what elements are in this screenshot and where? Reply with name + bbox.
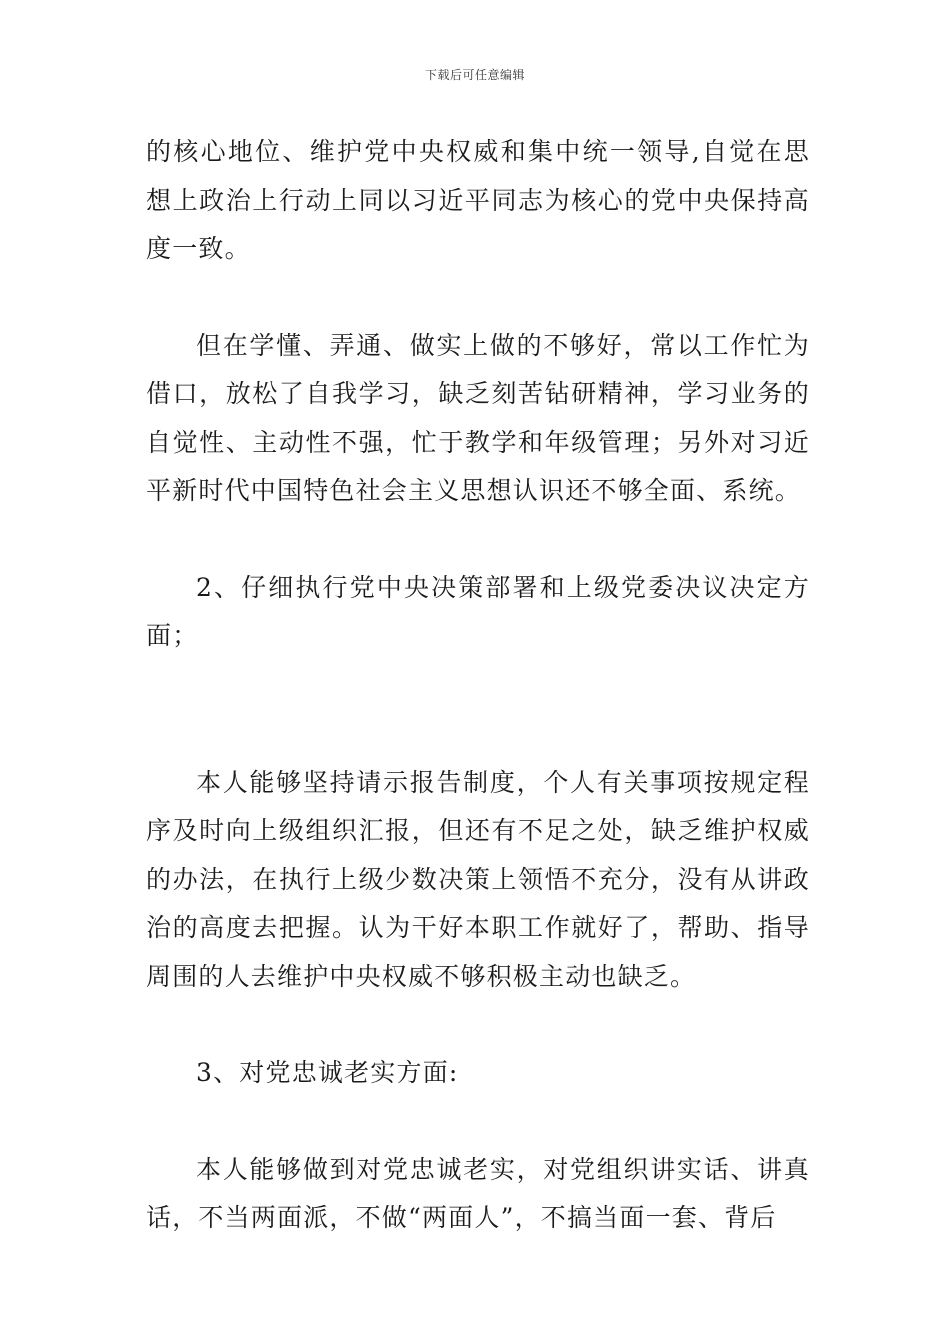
paragraph-loyalty: 本人能够做到对党忠诚老实，对党组织讲实话、讲真话，不当两面派，不做“两面人”，不搞当面一套、背后 <box>146 1154 810 1232</box>
document-body <box>146 128 810 1243</box>
section-heading-3: 3、对党忠诚老实方面: <box>196 1058 459 1087</box>
paragraph-study-shortcomings: 但在学懂、弄通、做实上做的不够好，常以工作忙为借口，放松了自我学习，缺乏刻苦钻研精神，学习业务的自觉性、主动性不强，忙于教学和年级管理；另外对习近平新时代中国特色社会主义思想认识还不够全面、系统。 <box>146 330 810 505</box>
header-note: 下载后可任意编辑 <box>424 68 525 82</box>
section-heading-2: 2、仔细执行党中央决策部署和上级党委决议决定方面； <box>146 572 810 650</box>
paragraph-reporting-system: 本人能够坚持请示报告制度，个人有关事项按规定程序及时向上级组织汇报，但还有不足之处，缺乏维护权威的办法，在执行上级少数决策上领悟不充分，没有从讲政治的高度去把握。认为干好本职工作就好了，帮助、指导周围的人去维护中央权威不够积极主动也缺乏。 <box>146 767 810 991</box>
paragraph-continuation: 的核心地位、维护党中央权威和集中统一领导,自觉在思想上政治上行动上同以习近平同志为核心的党中央保持高度一致。 <box>146 137 810 263</box>
